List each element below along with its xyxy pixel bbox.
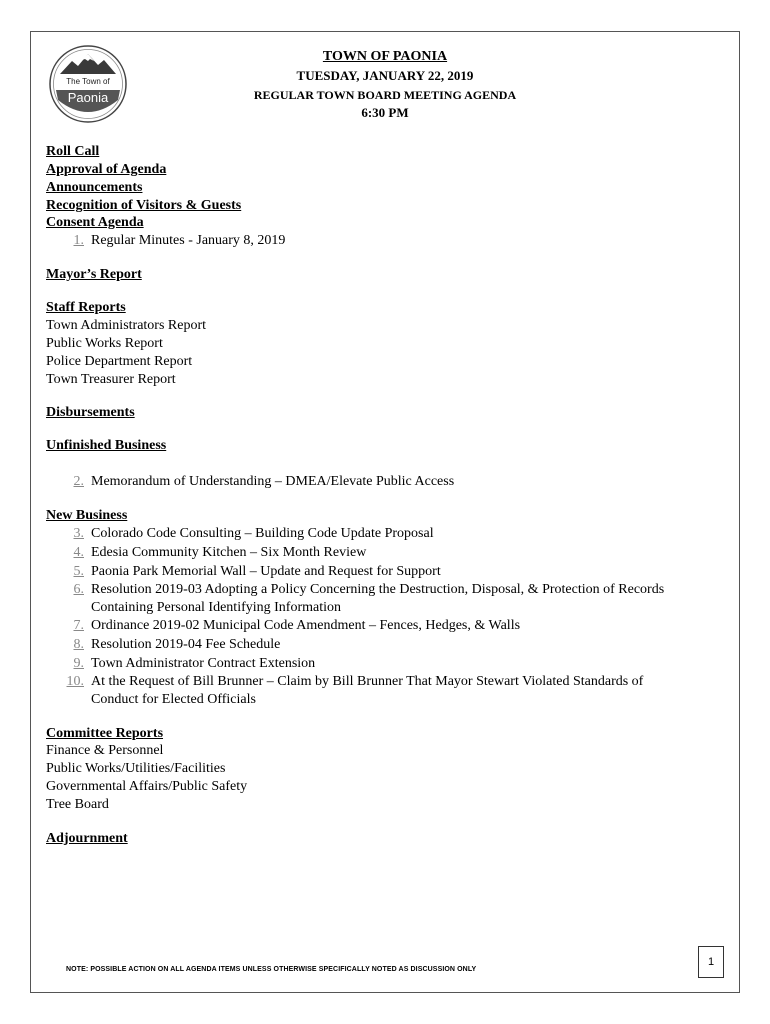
agenda-item-text: Town Administrator Contract Extension	[91, 656, 316, 671]
heading-new-business: New Business	[46, 508, 128, 523]
agenda-item-number[interactable]: 4.	[73, 545, 84, 560]
heading-adjournment: Adjournment	[46, 831, 128, 846]
heading-committee-reports: Committee Reports	[46, 726, 164, 741]
agenda-item-number[interactable]: 7.	[73, 618, 84, 633]
town-logo	[48, 44, 128, 124]
agenda-item-text: Memorandum of Understanding – DMEA/Elevate Public Access	[91, 474, 455, 489]
staff-report-item: Police Department Report	[46, 354, 193, 369]
logo-line2: Paonia	[67, 90, 109, 105]
footer-note: NOTE: POSSIBLE ACTION ON ALL AGENDA ITEMS UNLESS OTHERWISE SPECIFICALLY NOTED AS DISCUSSION ONLY	[66, 966, 477, 973]
agenda-item-text: Regular Minutes - January 8, 2019	[91, 233, 286, 248]
agenda-item-text-continued: Containing Personal Identifying Information	[91, 600, 342, 615]
agenda-item-number[interactable]: 10.	[66, 674, 84, 689]
heading-mayors-report: Mayor’s Report	[46, 267, 142, 282]
committee-report-item: Tree Board	[46, 797, 109, 812]
agenda-item-text: At the Request of Bill Brunner – Claim by Bill Brunner That Mayor Stewart Violated Standards of	[91, 674, 644, 689]
agenda-item-text: Paonia Park Memorial Wall – Update and Request for Support	[91, 564, 441, 579]
heading-unfinished-business: Unfinished Business	[46, 438, 167, 453]
heading-announcements: Announcements	[46, 180, 143, 195]
agenda-item-number[interactable]: 6.	[73, 582, 84, 597]
staff-report-item: Town Administrators Report	[46, 318, 207, 333]
document-title: TOWN OF PAONIA	[322, 49, 448, 64]
agenda-item-text: Ordinance 2019-02 Municipal Code Amendment – Fences, Hedges, & Walls	[91, 618, 521, 633]
heading-recognition: Recognition of Visitors & Guests	[46, 198, 242, 213]
agenda-item-number[interactable]: 1.	[73, 233, 84, 248]
committee-report-item: Public Works/Utilities/Facilities	[46, 761, 226, 776]
meeting-time: 6:30 PM	[361, 105, 409, 120]
page-number: 1	[698, 946, 724, 978]
agenda-item-number[interactable]: 3.	[73, 526, 84, 541]
heading-consent-agenda: Consent Agenda	[46, 215, 144, 230]
committee-report-item: Finance & Personnel	[46, 743, 164, 758]
heading-staff-reports: Staff Reports	[46, 300, 126, 315]
meeting-date: TUESDAY, JANUARY 22, 2019	[296, 68, 474, 83]
agenda-item-number[interactable]: 8.	[73, 637, 84, 652]
agenda-item-number[interactable]: 9.	[73, 656, 84, 671]
heading-approval-of-agenda: Approval of Agenda	[46, 162, 167, 177]
agenda-item-text: Edesia Community Kitchen – Six Month Review	[91, 545, 367, 560]
staff-report-item: Public Works Report	[46, 336, 163, 351]
heading-roll-call: Roll Call	[46, 144, 100, 159]
agenda-item-number[interactable]: 2.	[73, 474, 84, 489]
agenda-item-text: Resolution 2019-04 Fee Schedule	[91, 637, 281, 652]
logo-line1: The Town of	[66, 77, 110, 86]
agenda-item-number[interactable]: 5.	[73, 564, 84, 579]
agenda-item-text: Colorado Code Consulting – Building Code Update Proposal	[91, 526, 434, 541]
staff-report-item: Town Treasurer Report	[46, 372, 176, 387]
heading-disbursements: Disbursements	[46, 405, 135, 420]
meeting-type: REGULAR TOWN BOARD MEETING AGENDA	[253, 88, 517, 102]
agenda-item-text-continued: Conduct for Elected Officials	[91, 692, 256, 707]
committee-report-item: Governmental Affairs/Public Safety	[46, 779, 248, 794]
agenda-item-text: Resolution 2019-03 Adopting a Policy Concerning the Destruction, Disposal, & Protection of Records	[91, 582, 665, 597]
